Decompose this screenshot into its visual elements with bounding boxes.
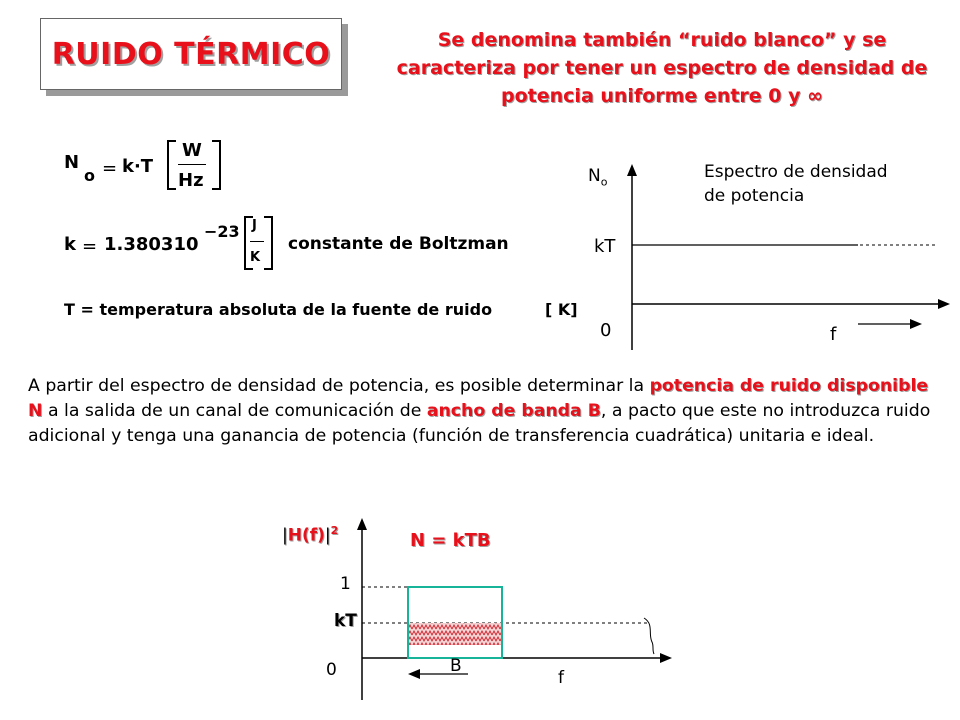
formula-k-label: constante de Boltzman (288, 234, 509, 254)
x-axis-arrow (660, 653, 672, 663)
spectrum-caption-line2: de potencia (704, 186, 805, 206)
f-arrow-head (910, 319, 922, 329)
bandwidth-y-label-h: H(f) (287, 525, 325, 546)
spectrum-kt-label: kT (594, 236, 616, 257)
fraction-line (178, 164, 206, 165)
formula-k: k (64, 234, 76, 255)
formula-k-value: 1.380310 (104, 234, 199, 255)
formula-n: N (64, 152, 80, 173)
formula-n-sub: o (84, 166, 95, 185)
spectrum-x-label: f (830, 324, 837, 345)
paragraph-part1: A partir del espectro de densidad de potencia, es posible determinar la (28, 376, 650, 396)
spectrum-caption-line1: Espectro de densidad (704, 162, 888, 182)
spectrum-origin-label: 0 (600, 320, 612, 341)
bandwidth-y-label-exp: 2 (330, 524, 339, 537)
bandwidth-origin-label: 0 (326, 660, 337, 680)
formula-boltzmann (64, 214, 544, 274)
spectrum-y-label (588, 166, 607, 188)
abs-bar-right: | (324, 525, 331, 546)
y-axis-arrow (357, 518, 367, 530)
explanation-paragraph (28, 374, 940, 449)
bracket-left (167, 140, 176, 190)
spectrum-y-label-sub: o (600, 175, 608, 189)
title-box (40, 18, 352, 98)
formula-k-exponent: −23 (204, 222, 240, 241)
unit-denominator: Hz (178, 170, 204, 191)
bandwidth-y-label (282, 524, 338, 546)
formula-t-text: T = temperatura absoluta de la fuente de ruido (64, 300, 493, 319)
page-title: RUIDO TÉRMICO (51, 36, 331, 72)
abs-bar-left: | (282, 525, 288, 546)
unit-denominator: K (250, 250, 261, 265)
unit-numerator: W (182, 140, 202, 161)
bandwidth-x-label: f (558, 668, 564, 688)
paragraph-highlight-power: potencia de ruido disponible N (28, 376, 929, 421)
bandwidth-formula: N = kTB (410, 530, 491, 551)
formula-kt: k·T (122, 156, 154, 177)
paragraph-part3: , a pacto que este no introduzca ruido adicional y tenga una ganancia de potencia (función de transferencia cuadrática) unitaria e ideal. (28, 401, 931, 446)
fraction-line (250, 241, 264, 242)
formula-temperature (64, 298, 604, 324)
bracket-right (212, 140, 221, 190)
bandwidth-kt-label: kT (334, 611, 357, 631)
b-arrow-left-head (408, 669, 420, 679)
bandwidth-b-label: B (450, 656, 462, 676)
y-axis-arrow (627, 164, 637, 176)
subtitle: Se denomina también “ruido blanco” y se caracteriza por tener un espectro de densidad de potencia uniforme entre 0 y ∞ (396, 29, 928, 107)
bandwidth-one-label: 1 (340, 574, 351, 594)
formula-noise-density (64, 140, 244, 196)
formula-t-unit: [ K] (545, 300, 578, 319)
title-face (40, 18, 342, 90)
unit-numerator: J (252, 218, 257, 233)
paragraph-part2: a la salida de un canal de comunicación de (42, 401, 427, 421)
formula-k-eq: = (82, 236, 98, 257)
spectrum-y-label-n: N (588, 166, 601, 186)
formula-eq: = (102, 158, 118, 179)
paragraph-highlight-bandwidth: ancho de banda B (426, 401, 601, 421)
spectrum-caption (704, 160, 888, 208)
x-axis-arrow (938, 299, 950, 309)
bracket-right (264, 216, 273, 270)
noise-power-area (408, 623, 502, 645)
